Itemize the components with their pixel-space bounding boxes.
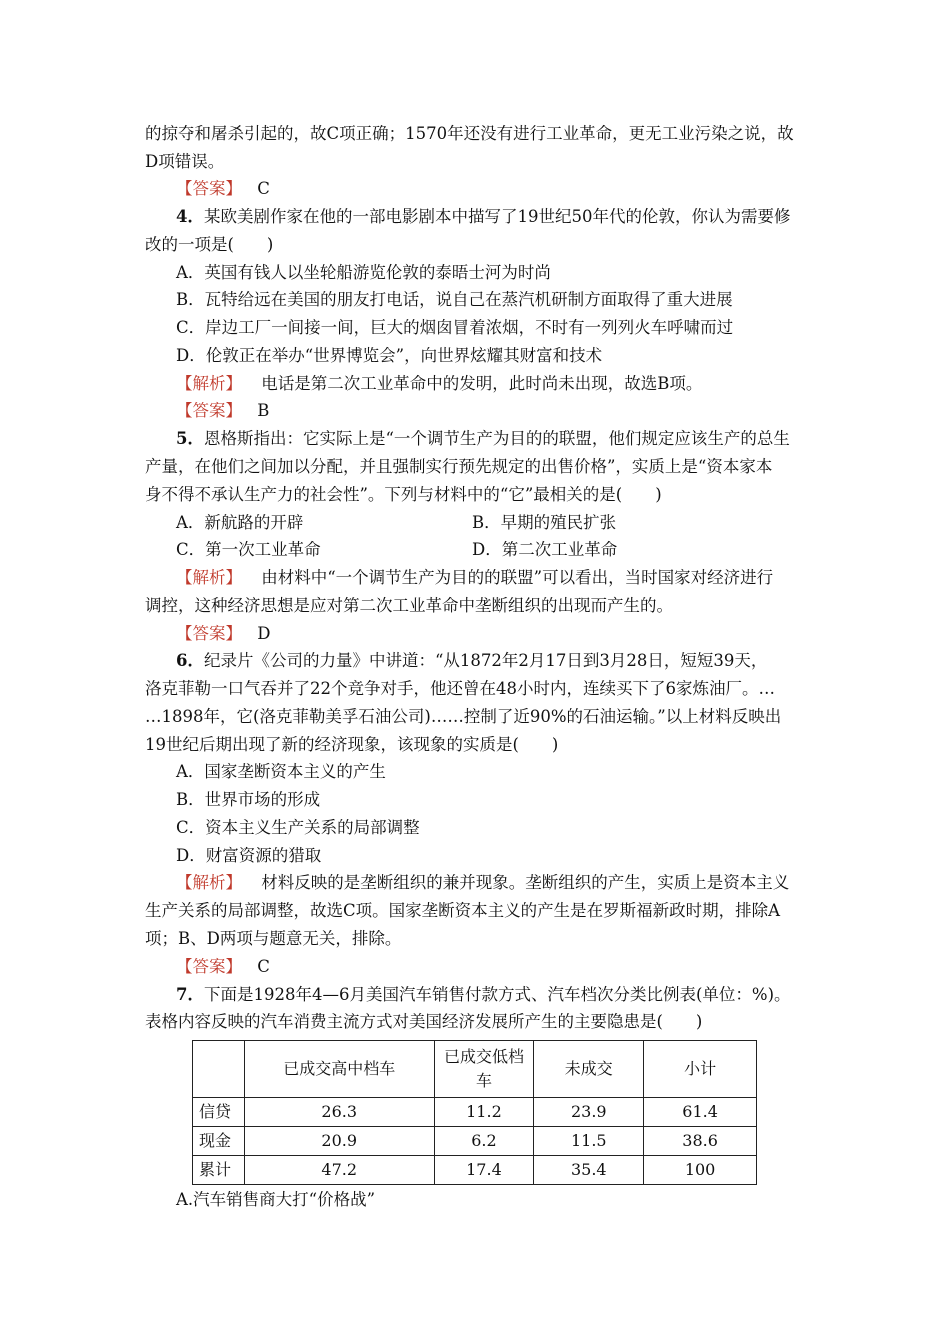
table-cell: 38.6 bbox=[644, 1127, 757, 1156]
question-text: 19世纪后期出现了新的经济现象，该现象的实质是( ) bbox=[145, 735, 559, 754]
answer-line bbox=[176, 177, 270, 201]
row-label: 现金 bbox=[193, 1127, 245, 1156]
question-text: 产量，在他们之间加以分配，并且强制实行预先规定的出售价格”，实质上是“资本家本 bbox=[145, 457, 773, 476]
option-b: B．世界市场的形成 bbox=[176, 790, 321, 809]
table-row bbox=[193, 1156, 757, 1185]
question-number: 7． bbox=[176, 985, 204, 1004]
analysis-text: 材料反映的是垄断组织的兼并现象。垄断组织的产生，实质上是资本主义 bbox=[261, 873, 790, 892]
question-text: 身不得不承认生产力的社会性”。下列与材料中的“它”最相关的是( ) bbox=[145, 485, 662, 504]
option-b: B．瓦特给远在美国的朋友打电话，说自己在蒸汽机研制方面取得了重大进展 bbox=[176, 290, 733, 309]
option-a: A．英国有钱人以坐轮船游览伦敦的泰晤士河为时尚 bbox=[176, 263, 551, 282]
answer-tag: 【答案】 bbox=[176, 957, 242, 976]
question-text: …1898年，它(洛克菲勒美孚石油公司)……控制了近90%的石油运输。”以上材料反映出 bbox=[145, 707, 782, 726]
answer-value: C bbox=[257, 179, 270, 198]
table-header-cell: 已成交高中档车 bbox=[244, 1041, 434, 1098]
answer-tag: 【答案】 bbox=[176, 401, 242, 420]
question-text: 下面是1928年4—6月美国汽车销售付款方式、汽车档次分类比例表(单位：%)。 bbox=[203, 985, 791, 1004]
paragraph-line: D项错误。 bbox=[145, 152, 225, 171]
option-d: D．第二次工业革命 bbox=[472, 540, 618, 559]
question-number: 5． bbox=[176, 429, 204, 448]
option-a: A.汽车销售商大打“价格战” bbox=[176, 1190, 376, 1209]
table-cell: 11.5 bbox=[534, 1127, 644, 1156]
question-4-line bbox=[176, 205, 790, 229]
option-d: D．财富资源的猎取 bbox=[176, 846, 322, 865]
analysis-text: 电话是第二次工业革命中的发明，此时尚未出现，故选B项。 bbox=[261, 374, 703, 393]
analysis-text: 由材料中“一个调节生产为目的的联盟”可以看出，当时国家对经济进行 bbox=[261, 568, 774, 587]
paragraph-line: 的掠夺和屠杀引起的，故C项正确；1570年还没有进行工业革命，更无工业污染之说，故 bbox=[145, 124, 794, 143]
table-cell: 100 bbox=[644, 1156, 757, 1185]
option-a: A．新航路的开辟 bbox=[176, 513, 304, 532]
analysis-tag: 【解析】 bbox=[176, 873, 242, 892]
table-cell: 47.2 bbox=[244, 1156, 434, 1185]
option-c: C．资本主义生产关系的局部调整 bbox=[176, 818, 420, 837]
table-header-cell bbox=[193, 1041, 245, 1098]
table-cell: 17.4 bbox=[434, 1156, 534, 1185]
option-c: C．岸边工厂一间接一间，巨大的烟囱冒着浓烟，不时有一列列火车呼啸而过 bbox=[176, 318, 734, 337]
row-label: 信贷 bbox=[193, 1098, 245, 1127]
question-5-line bbox=[176, 427, 790, 451]
answer-value: B bbox=[257, 401, 270, 420]
analysis-tag: 【解析】 bbox=[176, 374, 242, 393]
question-text: 某欧美剧作家在他的一部电影剧本中描写了19世纪50年代的伦敦，你认为需要修 bbox=[203, 207, 791, 226]
answer-line bbox=[176, 622, 270, 646]
table-cell: 23.9 bbox=[534, 1098, 644, 1127]
question-text: 洛克菲勒一口气吞并了22个竞争对手，他还曾在48小时内，连续买下了6家炼油厂。… bbox=[145, 679, 775, 698]
question-text: 改的一项是( ) bbox=[145, 235, 274, 254]
option-c: C．第一次工业革命 bbox=[176, 540, 321, 559]
answer-tag: 【答案】 bbox=[176, 179, 242, 198]
question-7-line bbox=[176, 983, 791, 1007]
answer-tag: 【答案】 bbox=[176, 624, 242, 643]
table-row bbox=[193, 1098, 757, 1127]
question-text: 纪录片《公司的力量》中讲道：“从1872年2月17日到3月28日，短短39天， bbox=[203, 651, 768, 670]
answer-line bbox=[176, 399, 269, 423]
option-d: D．伦敦正在举办“世界博览会”，向世界炫耀其财富和技术 bbox=[176, 346, 603, 365]
question-number: 4． bbox=[176, 207, 204, 226]
table-header-row bbox=[193, 1041, 757, 1098]
answer-value: D bbox=[257, 624, 271, 643]
question-number: 6． bbox=[176, 651, 204, 670]
question-text: 恩格斯指出：它实际上是“一个调节生产为目的的联盟，他们规定应该生产的总生 bbox=[203, 429, 790, 448]
option-a: A．国家垄断资本主义的产生 bbox=[176, 762, 386, 781]
table-cell: 26.3 bbox=[244, 1098, 434, 1127]
analysis-text: 项；B、D两项与题意无关，排除。 bbox=[145, 929, 402, 948]
analysis-text: 调控，这种经济思想是应对第二次工业革命中垄断组织的出现而产生的。 bbox=[145, 596, 673, 615]
table-header-cell: 已成交低档车 bbox=[434, 1041, 534, 1098]
row-label: 累计 bbox=[193, 1156, 245, 1185]
table-cell: 20.9 bbox=[244, 1127, 434, 1156]
table-cell: 6.2 bbox=[434, 1127, 534, 1156]
table-header-cell: 小计 bbox=[644, 1041, 757, 1098]
table-cell: 35.4 bbox=[534, 1156, 644, 1185]
table-header-cell: 未成交 bbox=[534, 1041, 644, 1098]
answer-value: C bbox=[257, 957, 270, 976]
question-text: 表格内容反映的汽车消费主流方式对美国经济发展所产生的主要隐患是( ) bbox=[145, 1012, 703, 1031]
analysis-line bbox=[176, 372, 702, 396]
analysis-text: 生产关系的局部调整，故选C项。国家垄断资本主义的产生是在罗斯福新政时期，排除A bbox=[145, 901, 781, 920]
question-6-line bbox=[176, 649, 767, 673]
analysis-tag: 【解析】 bbox=[176, 568, 242, 587]
answer-line bbox=[176, 955, 270, 979]
option-b: B．早期的殖民扩张 bbox=[472, 513, 617, 532]
table-cell: 61.4 bbox=[644, 1098, 757, 1127]
sales-table bbox=[192, 1040, 757, 1185]
table-cell: 11.2 bbox=[434, 1098, 534, 1127]
table-row bbox=[193, 1127, 757, 1156]
analysis-line bbox=[176, 871, 789, 895]
analysis-line bbox=[176, 566, 773, 590]
